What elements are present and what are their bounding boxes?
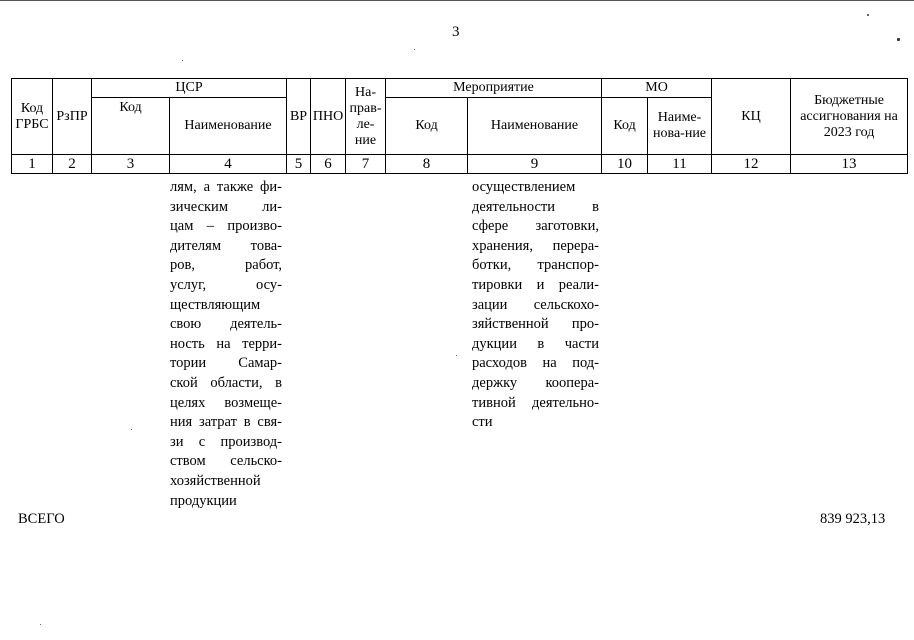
header-rzpr: РзПР	[53, 79, 92, 155]
column-number: 9	[468, 155, 602, 174]
meropriyatie-name-continuation	[472, 178, 599, 433]
text-line: тивной деятельно-	[472, 394, 599, 411]
text-line: зи с производ-	[170, 433, 282, 450]
column-number: 3	[92, 155, 170, 174]
header-csr-naim: Наименование	[170, 98, 287, 155]
text-line: лям, а также фи-	[170, 179, 282, 195]
header-napravlenie: На-прав-ле-ние	[346, 79, 386, 155]
column-number: 6	[311, 155, 346, 174]
header-mer-naim: Наименование	[468, 98, 602, 155]
scan-speck	[131, 429, 132, 430]
total-label: ВСЕГО	[18, 511, 65, 527]
text-line: ния затрат в свя-	[170, 414, 282, 431]
scan-speck	[897, 38, 900, 41]
scan-speck	[456, 355, 457, 356]
column-number: 1	[12, 155, 53, 174]
text-line: цам – произво-	[170, 218, 282, 235]
header-kod-grbs: Код ГРБС	[12, 79, 53, 155]
scan-speck	[40, 624, 41, 625]
header-mer-kod: Код	[386, 98, 468, 155]
text-line: продукции	[170, 492, 237, 509]
column-number: 13	[791, 155, 908, 174]
text-line: зическим ли-	[170, 198, 282, 215]
text-line: ботки, транспор-	[472, 257, 599, 274]
column-number: 4	[170, 155, 287, 174]
scan-speck	[414, 49, 415, 50]
header-csr: ЦСР	[92, 79, 287, 98]
text-line: ством сельско-	[170, 453, 282, 470]
header-pno: ПНО	[311, 79, 346, 155]
text-line: расходов на под-	[472, 355, 599, 372]
text-line: целях возмеще-	[170, 394, 282, 411]
column-number: 12	[712, 155, 791, 174]
text-line: осуществлением	[472, 179, 576, 195]
column-number: 8	[386, 155, 468, 174]
scan-speck	[182, 60, 183, 61]
header-mo-naim: Наиме-нова-ние	[648, 98, 712, 155]
text-line: тории Самар-	[170, 355, 282, 372]
text-line: тировки и реали-	[472, 276, 599, 293]
text-line: хозяйственной	[170, 472, 261, 489]
column-number: 7	[346, 155, 386, 174]
column-number: 10	[602, 155, 648, 174]
text-line: держку коопера-	[472, 374, 599, 391]
header-budget: Бюджетные ассигнования на 2023 год	[791, 79, 908, 155]
text-line: дителям това-	[170, 237, 282, 254]
total-value: 839 923,13	[820, 511, 886, 527]
column-number: 11	[648, 155, 712, 174]
header-mo: МО	[602, 79, 712, 98]
csr-name-continuation	[170, 178, 282, 511]
text-line: зации сельскохо-	[472, 296, 599, 313]
text-line: ность на терри-	[170, 335, 282, 352]
budget-table-header	[11, 78, 908, 174]
text-line: хранения, перера-	[472, 237, 599, 254]
page-number: 3	[452, 24, 460, 40]
text-line: зяйственной про-	[472, 316, 599, 333]
text-line: деятельности в	[472, 198, 599, 215]
scan-speck	[867, 14, 869, 16]
header-kc: КЦ	[712, 79, 791, 155]
text-line: ской области, в	[170, 374, 282, 391]
column-number: 5	[287, 155, 311, 174]
text-line: дукции в части	[472, 335, 599, 352]
header-meropriyatie: Мероприятие	[386, 79, 602, 98]
text-line: сти	[472, 414, 493, 431]
header-csr-kod: Код	[92, 98, 170, 155]
text-line: услуг, осу-	[170, 276, 282, 293]
text-line: ров, работ,	[170, 257, 282, 274]
text-line: сфере заготовки,	[472, 218, 599, 235]
column-number: 2	[53, 155, 92, 174]
top-rule	[0, 0, 914, 1]
header-vr: ВР	[287, 79, 311, 155]
text-line: свою деятель-	[170, 316, 282, 333]
text-line: ществляющим	[170, 296, 261, 313]
header-mo-kod: Код	[602, 98, 648, 155]
